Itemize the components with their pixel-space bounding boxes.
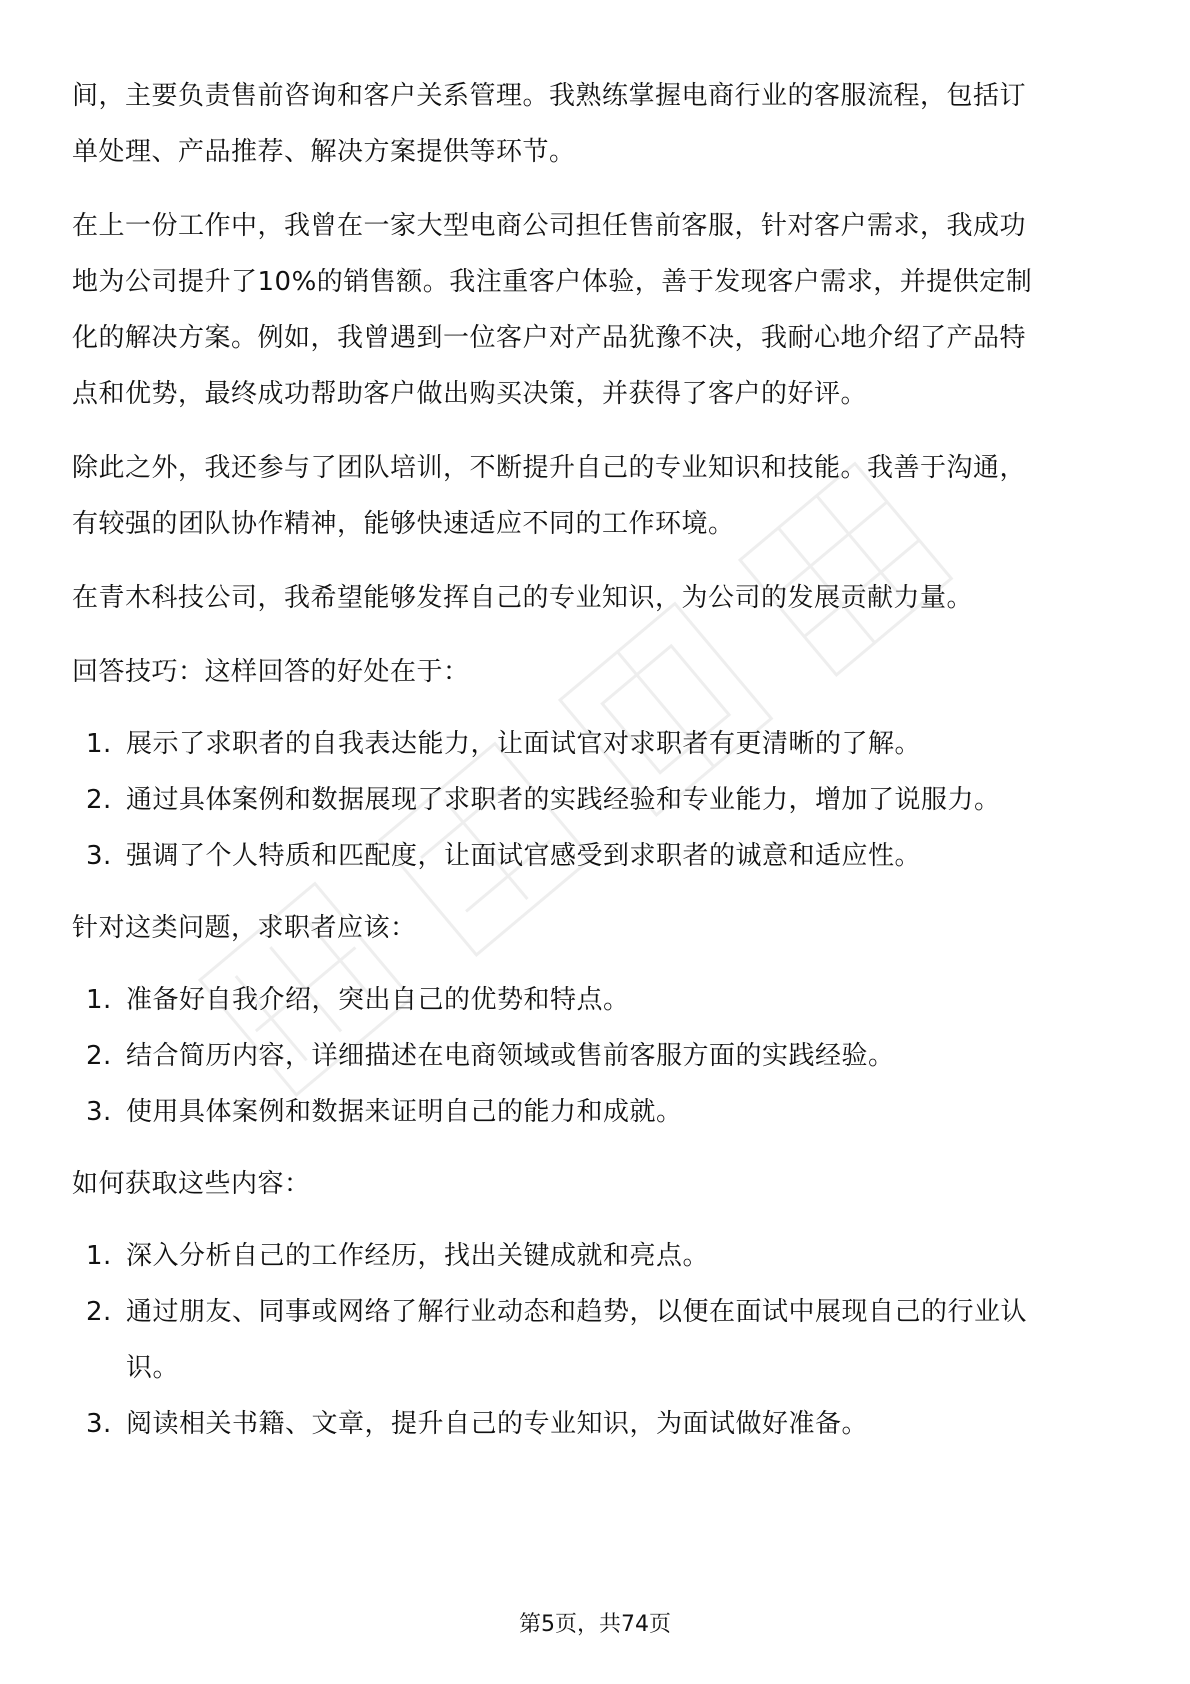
list-item bbox=[72, 828, 1118, 884]
team-paragraph bbox=[72, 440, 1118, 552]
list-item-line: 识。 bbox=[126, 1353, 180, 1383]
list-item bbox=[72, 1284, 1118, 1396]
list-number: 3. bbox=[86, 1409, 112, 1439]
list-number: 1. bbox=[86, 985, 112, 1015]
list-number: 3. bbox=[86, 1097, 112, 1127]
sources-heading: 如何获取这些内容： bbox=[72, 1169, 311, 1199]
tips-list bbox=[72, 716, 1118, 884]
team-line: 有较强的团队协作精神，能够快速适应不同的工作环境。 bbox=[72, 509, 735, 539]
list-item-text: 准备好自我介绍，突出自己的优势和特点。 bbox=[126, 985, 630, 1015]
list-number: 2. bbox=[86, 1297, 112, 1327]
list-item bbox=[72, 1228, 1118, 1284]
list-item bbox=[72, 1028, 1118, 1084]
page-number: 第5页，共74页 bbox=[519, 1612, 671, 1637]
experience-line: 地为公司提升了10%的销售额。我注重客户体验，善于发现客户需求，并提供定制 bbox=[72, 267, 1033, 297]
list-item bbox=[72, 716, 1118, 772]
list-item bbox=[72, 972, 1118, 1028]
sources-list bbox=[72, 1228, 1118, 1452]
list-number: 1. bbox=[86, 729, 112, 759]
experience-line: 在上一份工作中，我曾在一家大型电商公司担任售前客服，针对客户需求，我成功 bbox=[72, 211, 1027, 241]
experience-paragraph bbox=[72, 198, 1118, 422]
list-item-text: 阅读相关书籍、文章，提升自己的专业知识，为面试做好准备。 bbox=[126, 1409, 869, 1439]
intro-line: 单处理、产品推荐、解决方案提供等环节。 bbox=[72, 137, 576, 167]
list-item bbox=[72, 772, 1118, 828]
advice-list bbox=[72, 972, 1118, 1140]
team-line: 除此之外，我还参与了团队培训，不断提升自己的专业知识和技能。我善于沟通， bbox=[72, 453, 1027, 483]
intro-line: 间，主要负责售前咨询和客户关系管理。我熟练掌握电商行业的客服流程，包括订 bbox=[72, 81, 1027, 111]
experience-line: 点和优势，最终成功帮助客户做出购买决策，并获得了客户的好评。 bbox=[72, 379, 868, 409]
list-number: 2. bbox=[86, 1041, 112, 1071]
list-item-line: 通过朋友、同事或网络了解行业动态和趋势，以便在面试中展现自己的行业认 bbox=[126, 1297, 1028, 1327]
list-number: 1. bbox=[86, 1241, 112, 1271]
tips-heading: 回答技巧：这样回答的好处在于： bbox=[72, 657, 470, 687]
list-item-text: 通过具体案例和数据展现了求职者的实践经验和专业能力，增加了说服力。 bbox=[126, 785, 1001, 815]
list-item-text: 结合简历内容，详细描述在电商领域或售前客服方面的实践经验。 bbox=[126, 1041, 895, 1071]
list-item-text: 展示了求职者的自我表达能力，让面试官对求职者有更清晰的了解。 bbox=[126, 729, 922, 759]
list-item bbox=[72, 1396, 1118, 1452]
advice-heading: 针对这类问题，求职者应该： bbox=[72, 913, 417, 943]
goal-paragraph: 在青木科技公司，我希望能够发挥自己的专业知识，为公司的发展贡献力量。 bbox=[72, 583, 974, 613]
list-item-text: 使用具体案例和数据来证明自己的能力和成就。 bbox=[126, 1097, 683, 1127]
document-body bbox=[72, 68, 1118, 1468]
list-item-text: 强调了个人特质和匹配度，让面试官感受到求职者的诚意和适应性。 bbox=[126, 841, 922, 871]
list-number: 3. bbox=[86, 841, 112, 871]
experience-line: 化的解决方案。例如，我曾遇到一位客户对产品犹豫不决，我耐心地介绍了产品特 bbox=[72, 323, 1027, 353]
list-item-text: 深入分析自己的工作经历，找出关键成就和亮点。 bbox=[126, 1241, 710, 1271]
list-number: 2. bbox=[86, 785, 112, 815]
list-item bbox=[72, 1084, 1118, 1140]
intro-paragraph bbox=[72, 68, 1118, 180]
